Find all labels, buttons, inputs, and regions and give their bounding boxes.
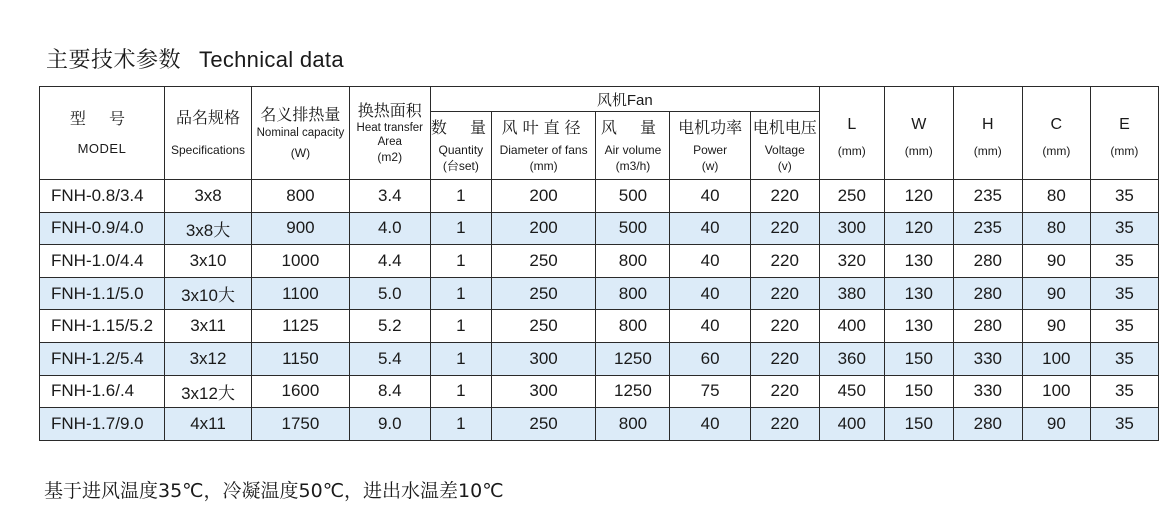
cell-W: 150 [884,408,953,441]
cell-area: 5.2 [349,310,430,343]
cell-H: 280 [953,408,1022,441]
header-voltage-en: Voltage [764,142,805,157]
cell-area: 4.4 [349,245,430,278]
cell-air-volume: 500 [596,212,670,245]
cell-E: 35 [1090,277,1158,310]
cell-diameter: 300 [491,375,596,408]
cell-L: 320 [819,245,884,278]
header-diameter-unit: (mm) [529,158,558,173]
header-air-volume-en: Air volume [604,142,662,157]
cell-model: FNH-1.15/5.2 [40,310,165,343]
cell-E: 35 [1090,375,1158,408]
header-L [819,87,884,180]
header-W [884,87,953,180]
cell-C: 90 [1022,310,1090,343]
header-E-unit: (mm) [1110,144,1139,158]
table-row [40,310,1159,343]
header-spec [164,87,251,180]
cell-C: 90 [1022,408,1090,441]
header-power [670,112,750,180]
cell-spec: 3x12 [164,342,251,375]
cell-C: 80 [1022,212,1090,245]
cell-model: FNH-0.9/4.0 [40,212,165,245]
cell-capacity: 1125 [252,310,349,343]
header-voltage [750,112,819,180]
cell-capacity: 1750 [252,408,349,441]
technical-data-table-container [39,86,1139,440]
cell-diameter: 300 [491,342,596,375]
header-diameter-zh: 风叶直径 [501,117,586,137]
header-E-label: E [1119,116,1130,133]
cell-L: 300 [819,212,884,245]
cell-voltage: 220 [750,310,819,343]
header-spec-en: Specifications [171,143,246,157]
header-H-unit: (mm) [973,144,1002,158]
header-model-en: MODEL [77,141,127,156]
cell-L: 380 [819,277,884,310]
cell-diameter: 250 [491,310,596,343]
cell-air-volume: 800 [596,245,670,278]
cell-power: 60 [670,342,750,375]
cell-L: 250 [819,180,884,213]
header-C [1022,87,1090,180]
header-air-volume-zh: 风 量 [600,117,665,137]
cell-model: FNH-1.1/5.0 [40,277,165,310]
header-H-label: H [982,116,994,133]
cell-capacity: 1100 [252,277,349,310]
cell-power: 40 [670,310,750,343]
cell-voltage: 220 [750,180,819,213]
cell-spec: 3x8大 [164,212,251,245]
cell-spec: 3x10 [164,245,251,278]
cell-model: FNH-1.2/5.4 [40,342,165,375]
cell-spec: 3x8 [164,180,251,213]
cell-spec: 3x12大 [164,375,251,408]
cell-air-volume: 1250 [596,342,670,375]
cell-E: 35 [1090,408,1158,441]
header-area [349,87,430,180]
cell-power: 40 [670,245,750,278]
header-capacity [252,87,349,180]
cell-W: 150 [884,342,953,375]
header-W-unit: (mm) [904,144,933,158]
cell-diameter: 200 [491,212,596,245]
cell-voltage: 220 [750,245,819,278]
cell-model: FNH-1.6/.4 [40,375,165,408]
header-quantity-en: Quantity [438,142,484,157]
cell-air-volume: 1250 [596,375,670,408]
cell-diameter: 250 [491,277,596,310]
cell-quantity: 1 [430,408,491,441]
cell-area: 5.4 [349,342,430,375]
cell-L: 400 [819,408,884,441]
cell-capacity: 900 [252,212,349,245]
cell-H: 280 [953,277,1022,310]
cell-L: 400 [819,310,884,343]
cell-quantity: 1 [430,375,491,408]
cell-power: 40 [670,408,750,441]
cell-power: 75 [670,375,750,408]
header-area-unit: (m2) [377,150,403,164]
table-row [40,375,1159,408]
cell-H: 280 [953,245,1022,278]
cell-E: 35 [1090,212,1158,245]
cell-capacity: 1600 [252,375,349,408]
footnote: 基于进风温度35℃，冷凝温度50℃，进出水温差10℃ [44,480,504,502]
cell-area: 3.4 [349,180,430,213]
header-quantity [430,112,495,180]
cell-voltage: 220 [750,277,819,310]
cell-C: 90 [1022,245,1090,278]
cell-air-volume: 500 [596,180,670,213]
technical-data-table [39,86,1159,441]
header-diameter [491,112,596,180]
cell-capacity: 1150 [252,342,349,375]
header-spec-zh: 品名规格 [176,108,241,127]
cell-area: 4.0 [349,212,430,245]
header-power-zh: 电机功率 [678,117,743,137]
cell-capacity: 800 [252,180,349,213]
header-air-volume [596,112,670,180]
cell-diameter: 250 [491,408,596,441]
cell-quantity: 1 [430,277,491,310]
header-C-label: C [1050,116,1063,133]
header-capacity-unit: (W) [290,146,311,160]
table-row [40,212,1159,245]
cell-W: 120 [884,212,953,245]
cell-H: 235 [953,212,1022,245]
cell-H: 280 [953,310,1022,343]
cell-W: 150 [884,375,953,408]
cell-voltage: 220 [750,408,819,441]
cell-E: 35 [1090,310,1158,343]
cell-quantity: 1 [430,212,491,245]
header-model [40,87,165,180]
cell-model: FNH-1.0/4.4 [40,245,165,278]
cell-H: 235 [953,180,1022,213]
page-title [46,43,344,74]
cell-model: FNH-1.7/9.0 [40,408,165,441]
header-capacity-zh: 名义排热量 [260,105,341,124]
cell-C: 100 [1022,375,1090,408]
cell-voltage: 220 [750,212,819,245]
cell-air-volume: 800 [596,277,670,310]
cell-power: 40 [670,212,750,245]
cell-E: 35 [1090,245,1158,278]
table-row [40,277,1159,310]
cell-spec: 3x11 [164,310,251,343]
cell-diameter: 200 [491,180,596,213]
title-en: Technical data [199,47,344,72]
header-power-en: Power [693,142,728,157]
cell-W: 130 [884,277,953,310]
cell-air-volume: 800 [596,408,670,441]
header-diameter-en: Diameter of fans [499,142,588,157]
cell-area: 9.0 [349,408,430,441]
table-row [40,408,1159,441]
header-area-en: Heat transfer Area [356,122,423,148]
cell-power: 40 [670,277,750,310]
cell-diameter: 250 [491,245,596,278]
cell-area: 8.4 [349,375,430,408]
cell-L: 450 [819,375,884,408]
header-power-unit: (w) [701,158,719,173]
title-zh: 主要技术参数 [46,48,182,73]
header-voltage-zh: 电机电压 [752,117,817,137]
table-row [40,245,1159,278]
header-fan-group: 风机Fan [430,87,819,112]
cell-capacity: 1000 [252,245,349,278]
header-quantity-zh: 数 量 [430,117,495,137]
cell-quantity: 1 [430,245,491,278]
header-model-zh: 型 号 [69,109,134,128]
cell-C: 80 [1022,180,1090,213]
cell-voltage: 220 [750,375,819,408]
cell-area: 5.0 [349,277,430,310]
cell-E: 35 [1090,180,1158,213]
header-E [1090,87,1158,180]
cell-quantity: 1 [430,180,491,213]
header-capacity-en: Nominal capacity [256,127,345,139]
header-W-label: W [911,116,927,133]
cell-H: 330 [953,375,1022,408]
cell-H: 330 [953,342,1022,375]
cell-spec: 3x10大 [164,277,251,310]
cell-quantity: 1 [430,342,491,375]
header-L-unit: (mm) [837,144,866,158]
cell-W: 130 [884,245,953,278]
cell-voltage: 220 [750,342,819,375]
table-row [40,180,1159,213]
header-C-unit: (mm) [1042,144,1071,158]
cell-C: 100 [1022,342,1090,375]
cell-spec: 4x11 [164,408,251,441]
cell-E: 35 [1090,342,1158,375]
header-voltage-unit: (v) [777,158,792,173]
header-quantity-unit: (台set) [442,158,479,173]
cell-power: 40 [670,180,750,213]
cell-W: 130 [884,310,953,343]
header-L-label: L [847,116,857,133]
header-H [953,87,1022,180]
cell-quantity: 1 [430,310,491,343]
cell-C: 90 [1022,277,1090,310]
header-area-zh: 换热面积 [357,101,422,120]
cell-L: 360 [819,342,884,375]
cell-W: 120 [884,180,953,213]
table-row [40,342,1159,375]
cell-air-volume: 800 [596,310,670,343]
cell-model: FNH-0.8/3.4 [40,180,165,213]
header-air-volume-unit: (m3/h) [615,158,651,173]
